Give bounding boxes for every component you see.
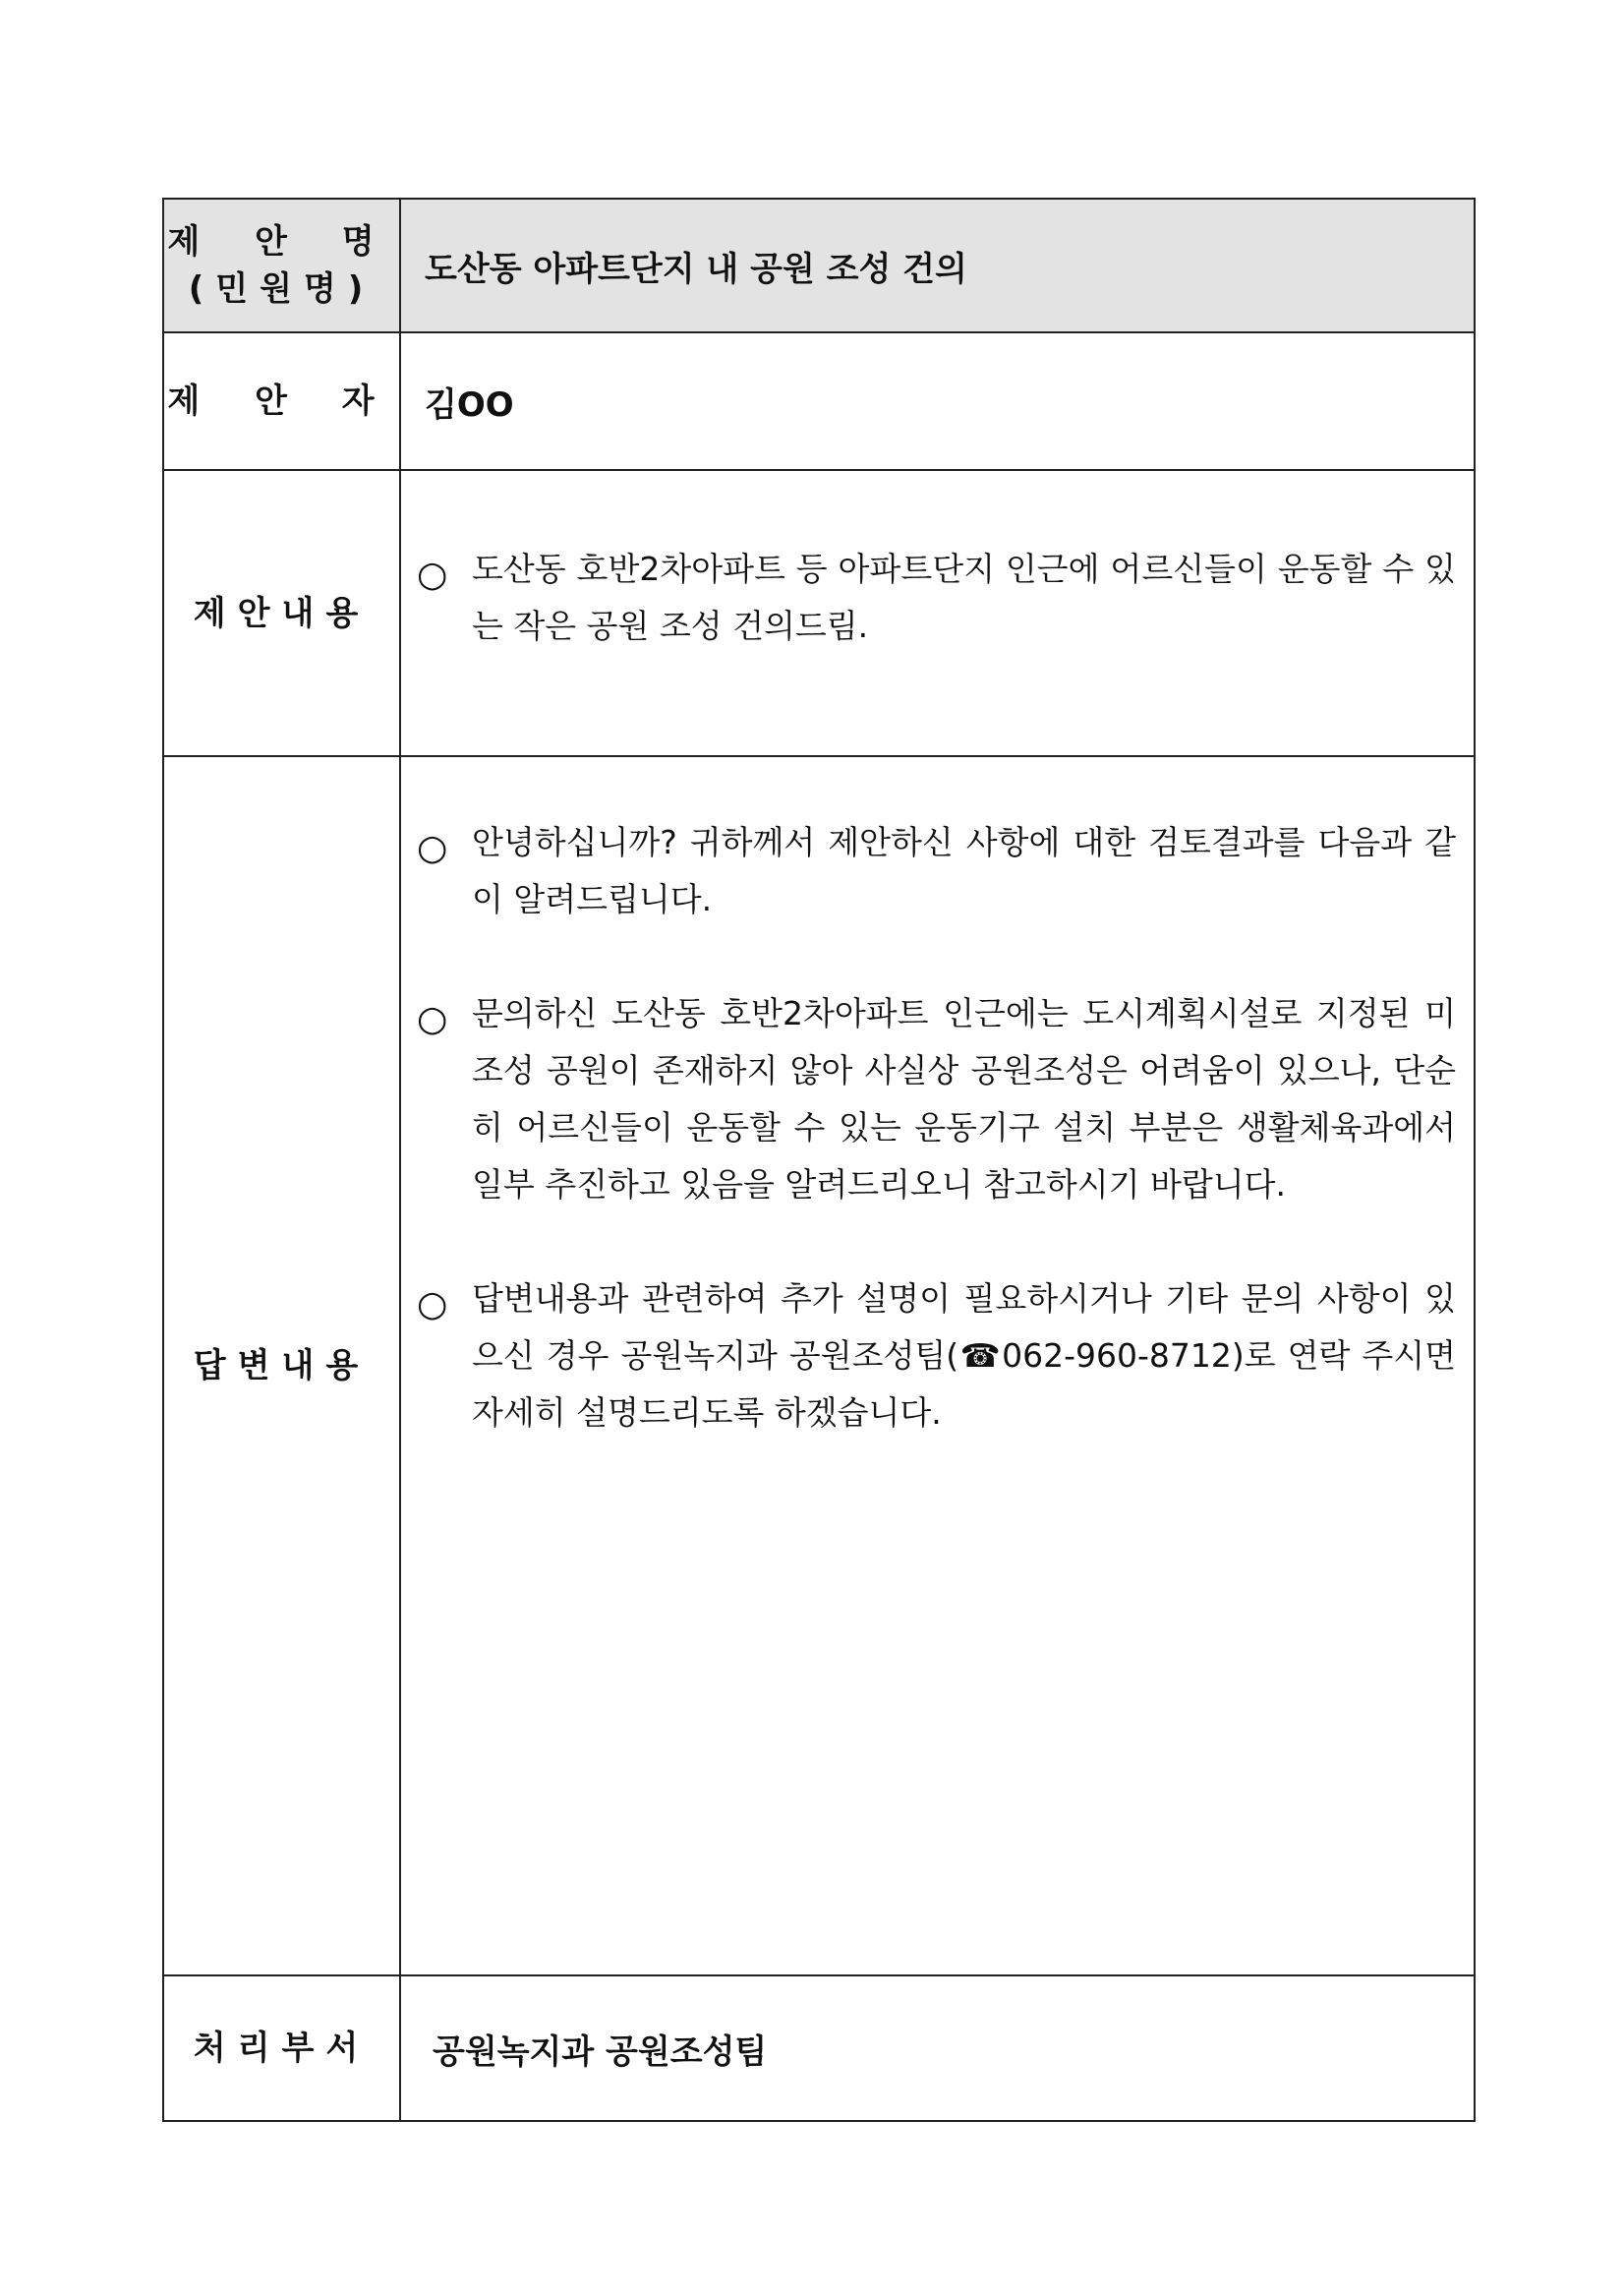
content-text: 도산동 호반2차아파트 등 아파트단지 인근에 어르신들이 운동할 수 있는 작은 공원 조성 건의드림. bbox=[472, 549, 1456, 645]
answer-paragraph-2 bbox=[401, 985, 1474, 1213]
proposal-table bbox=[162, 198, 1476, 2122]
answer-label-cell bbox=[163, 756, 400, 1975]
title-value: 도산동 아파트단지 내 공원 조성 건의 bbox=[400, 199, 1475, 332]
bullet-icon: ○ bbox=[417, 554, 448, 595]
title-label-cell bbox=[163, 199, 400, 332]
content-label: 제안내용 bbox=[193, 593, 371, 633]
department-value: 공원녹지과 공원조성팀 bbox=[400, 1975, 1475, 2121]
answer-text-3: 답변내용과 관련하여 추가 설명이 필요하시거나 기타 문의 사항이 있으신 경우 공원녹지과 공원조성팀(☎062-960-8712)로 연락 주시면 자세히 설명드리도록 하겠습니다. bbox=[472, 1279, 1456, 1432]
answer-label: 답변내용 bbox=[193, 1346, 371, 1385]
proposer-value: 김OO bbox=[400, 332, 1475, 470]
title-label bbox=[164, 218, 399, 313]
department-label: 처리부서 bbox=[193, 2029, 371, 2068]
content-paragraph bbox=[401, 541, 1474, 655]
department-label-cell bbox=[163, 1975, 400, 2121]
department-row bbox=[163, 1975, 1475, 2121]
answer-paragraph-1 bbox=[401, 814, 1474, 928]
bullet-icon: ○ bbox=[417, 999, 448, 1039]
content-label-cell bbox=[163, 470, 400, 756]
content-row bbox=[163, 470, 1475, 756]
bullet-icon: ○ bbox=[417, 828, 448, 868]
title-label-line2: (민원명) bbox=[188, 269, 376, 309]
answer-paragraph-3 bbox=[401, 1270, 1474, 1442]
content-value-cell bbox=[400, 470, 1475, 756]
proposer-label: 제 안 자 bbox=[167, 382, 396, 421]
answer-text-1: 안녕하십니까? 귀하께서 제안하신 사항에 대한 검토결과를 다음과 같이 알려드립니다. bbox=[472, 823, 1456, 918]
answer-value-cell bbox=[400, 756, 1475, 1975]
bullet-icon: ○ bbox=[417, 1284, 448, 1325]
answer-text-2: 문의하신 도산동 호반2차아파트 인근에는 도시계획시설로 지정된 미조성 공원이 존재하지 않아 사실상 공원조성은 어려움이 있으나, 단순히 어르신들이 운동할 수 있는 운동기구 설치 부분은 생활체육과에서 일부 추진하고 있음을 알려드리오니 참고하시기 바랍니다. bbox=[472, 994, 1456, 1204]
proposer-row bbox=[163, 332, 1475, 470]
title-row bbox=[163, 199, 1475, 332]
answer-row bbox=[163, 756, 1475, 1975]
title-label-line1: 제 안 명 bbox=[167, 222, 396, 262]
proposer-label-cell bbox=[163, 332, 400, 470]
